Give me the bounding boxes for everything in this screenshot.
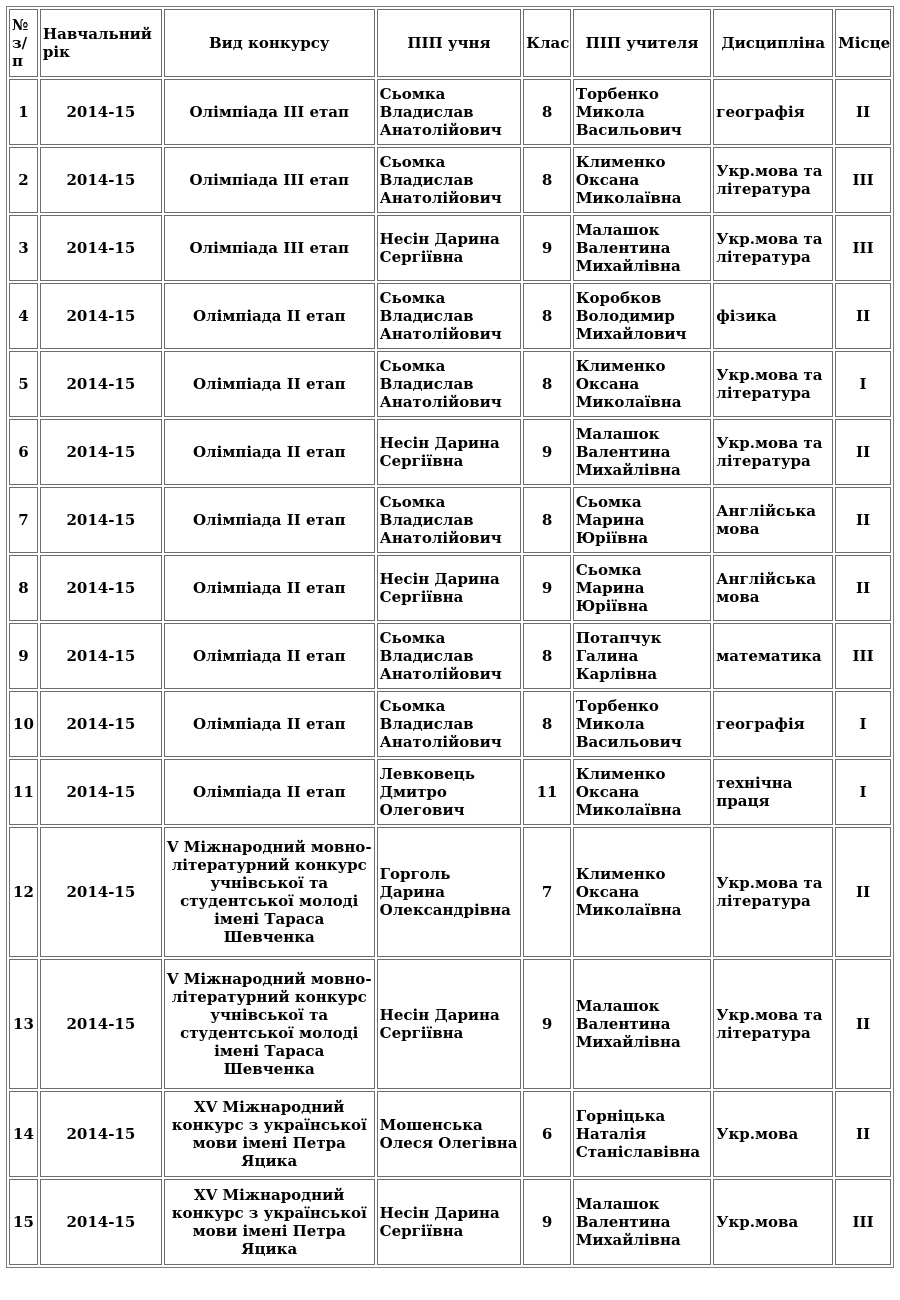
subject-cell: технічна праця [713,759,833,825]
student-name-cell: Несін Дарина Сергіївна [377,1179,522,1265]
contest-type-cell: XV Міжнародний конкурс з української мови імені Петра Яцика [164,1091,375,1177]
teacher-name-cell: Клименко Оксана Миколаївна [573,827,711,957]
table-row [9,959,891,1089]
table-row [9,691,891,757]
row-number-cell: 1 [9,79,38,145]
place-result-cell: ІІ [835,827,891,957]
place-result-cell: ІІІ [835,623,891,689]
academic-year-cell: 2014-15 [40,351,162,417]
class-grade-cell: 8 [523,487,571,553]
teacher-name-cell: Клименко Оксана Миколаївна [573,147,711,213]
place-result-cell: І [835,691,891,757]
teacher-name-cell: Потапчук Галина Карлівна [573,623,711,689]
table-row [9,487,891,553]
class-grade-cell: 8 [523,351,571,417]
table-row [9,283,891,349]
contest-type-cell: Олімпіада ІІ етап [164,419,375,485]
place-result-cell: ІІ [835,959,891,1089]
teacher-name-cell: Малашок Валентина Михайлівна [573,959,711,1089]
class-grade-cell: 9 [523,419,571,485]
header-row [9,9,891,77]
student-name-cell: Сьомка Владислав Анатолійович [377,283,522,349]
teacher-name-cell: Сьомка Марина Юріївна [573,555,711,621]
header-num: № з/п [9,9,38,77]
student-name-cell: Несін Дарина Сергіївна [377,419,522,485]
header-teacher: ПІП учителя [573,9,711,77]
contest-type-cell: Олімпіада ІІ етап [164,623,375,689]
subject-cell: Укр.мова та література [713,147,833,213]
table-row [9,555,891,621]
teacher-name-cell: Сьомка Марина Юріївна [573,487,711,553]
student-name-cell: Несін Дарина Сергіївна [377,555,522,621]
class-grade-cell: 8 [523,691,571,757]
row-number-cell: 8 [9,555,38,621]
row-number-cell: 10 [9,691,38,757]
class-grade-cell: 7 [523,827,571,957]
place-result-cell: ІІ [835,555,891,621]
student-name-cell: Левковець Дмитро Олегович [377,759,522,825]
table-row [9,419,891,485]
class-grade-cell: 11 [523,759,571,825]
academic-year-cell: 2014-15 [40,959,162,1089]
subject-cell: математика [713,623,833,689]
subject-cell: Укр.мова [713,1091,833,1177]
place-result-cell: І [835,351,891,417]
subject-cell: географія [713,79,833,145]
academic-year-cell: 2014-15 [40,283,162,349]
student-name-cell: Горголь Дарина Олександрівна [377,827,522,957]
contest-type-cell: Олімпіада ІІ етап [164,283,375,349]
row-number-cell: 2 [9,147,38,213]
subject-cell: Укр.мова та література [713,419,833,485]
contest-type-cell: Олімпіада ІІ етап [164,691,375,757]
teacher-name-cell: Коробков Володимир Михайлович [573,283,711,349]
student-name-cell: Сьомка Владислав Анатолійович [377,351,522,417]
contest-type-cell: V Міжнародний мовно-літературний конкурс учнівської та студентської молоді імені Тараса Шевченка [164,959,375,1089]
row-number-cell: 7 [9,487,38,553]
place-result-cell: ІІ [835,1091,891,1177]
place-result-cell: І [835,759,891,825]
header-subject: Дисципліна [713,9,833,77]
table-row [9,827,891,957]
student-name-cell: Сьомка Владислав Анатолійович [377,487,522,553]
student-name-cell: Сьомка Владислав Анатолійович [377,79,522,145]
teacher-name-cell: Торбенко Микола Васильович [573,79,711,145]
row-number-cell: 11 [9,759,38,825]
row-number-cell: 15 [9,1179,38,1265]
row-number-cell: 14 [9,1091,38,1177]
header-year: Навчальний рік [40,9,162,77]
contest-type-cell: Олімпіада ІІ етап [164,759,375,825]
contest-type-cell: Олімпіада ІІІ етап [164,215,375,281]
subject-cell: Укр.мова та література [713,959,833,1089]
header-place: Місце [835,9,891,77]
place-result-cell: ІІ [835,487,891,553]
subject-cell: Англійська мова [713,487,833,553]
academic-year-cell: 2014-15 [40,623,162,689]
student-name-cell: Несін Дарина Сергіївна [377,959,522,1089]
header-class: Клас [523,9,571,77]
academic-year-cell: 2014-15 [40,419,162,485]
academic-year-cell: 2014-15 [40,555,162,621]
academic-year-cell: 2014-15 [40,759,162,825]
table-row [9,623,891,689]
contest-type-cell: Олімпіада ІІІ етап [164,79,375,145]
class-grade-cell: 8 [523,147,571,213]
table-row [9,759,891,825]
contest-type-cell: Олімпіада ІІІ етап [164,147,375,213]
subject-cell: Англійська мова [713,555,833,621]
contest-type-cell: Олімпіада ІІ етап [164,555,375,621]
contest-type-cell: V Міжнародний мовно-літературний конкурс учнівської та студентської молоді імені Тараса Шевченка [164,827,375,957]
academic-year-cell: 2014-15 [40,691,162,757]
teacher-name-cell: Торбенко Микола Васильович [573,691,711,757]
student-name-cell: Несін Дарина Сергіївна [377,215,522,281]
table-row [9,351,891,417]
class-grade-cell: 9 [523,555,571,621]
subject-cell: географія [713,691,833,757]
row-number-cell: 13 [9,959,38,1089]
table-row [9,215,891,281]
teacher-name-cell: Малашок Валентина Михайлівна [573,215,711,281]
header-contest: Вид конкурсу [164,9,375,77]
table-row [9,1091,891,1177]
contest-type-cell: XV Міжнародний конкурс з української мови імені Петра Яцика [164,1179,375,1265]
place-result-cell: ІІІ [835,147,891,213]
contest-type-cell: Олімпіада ІІ етап [164,351,375,417]
academic-year-cell: 2014-15 [40,1179,162,1265]
academic-year-cell: 2014-15 [40,487,162,553]
row-number-cell: 6 [9,419,38,485]
teacher-name-cell: Малашок Валентина Михайлівна [573,1179,711,1265]
subject-cell: Укр.мова та література [713,351,833,417]
class-grade-cell: 9 [523,215,571,281]
table-row [9,1179,891,1265]
row-number-cell: 12 [9,827,38,957]
academic-year-cell: 2014-15 [40,147,162,213]
place-result-cell: ІІ [835,419,891,485]
row-number-cell: 4 [9,283,38,349]
teacher-name-cell: Клименко Оксана Миколаївна [573,759,711,825]
table-row [9,79,891,145]
row-number-cell: 5 [9,351,38,417]
place-result-cell: ІІ [835,283,891,349]
class-grade-cell: 8 [523,623,571,689]
academic-year-cell: 2014-15 [40,215,162,281]
row-number-cell: 3 [9,215,38,281]
academic-year-cell: 2014-15 [40,79,162,145]
table-row [9,147,891,213]
olympiad-results-table [6,6,894,1268]
class-grade-cell: 8 [523,79,571,145]
class-grade-cell: 9 [523,1179,571,1265]
teacher-name-cell: Малашок Валентина Михайлівна [573,419,711,485]
subject-cell: Укр.мова та література [713,215,833,281]
class-grade-cell: 8 [523,283,571,349]
contest-type-cell: Олімпіада ІІ етап [164,487,375,553]
header-student: ПІП учня [377,9,522,77]
student-name-cell: Сьомка Владислав Анатолійович [377,623,522,689]
subject-cell: Укр.мова [713,1179,833,1265]
teacher-name-cell: Горніцька Наталія Станіславівна [573,1091,711,1177]
place-result-cell: ІІІ [835,215,891,281]
place-result-cell: ІІІ [835,1179,891,1265]
student-name-cell: Сьомка Владислав Анатолійович [377,147,522,213]
student-name-cell: Сьомка Владислав Анатолійович [377,691,522,757]
row-number-cell: 9 [9,623,38,689]
table-body [9,79,891,1265]
class-grade-cell: 9 [523,959,571,1089]
academic-year-cell: 2014-15 [40,1091,162,1177]
subject-cell: фізика [713,283,833,349]
academic-year-cell: 2014-15 [40,827,162,957]
student-name-cell: Мошенська Олеся Олегівна [377,1091,522,1177]
class-grade-cell: 6 [523,1091,571,1177]
teacher-name-cell: Клименко Оксана Миколаївна [573,351,711,417]
subject-cell: Укр.мова та література [713,827,833,957]
place-result-cell: ІІ [835,79,891,145]
